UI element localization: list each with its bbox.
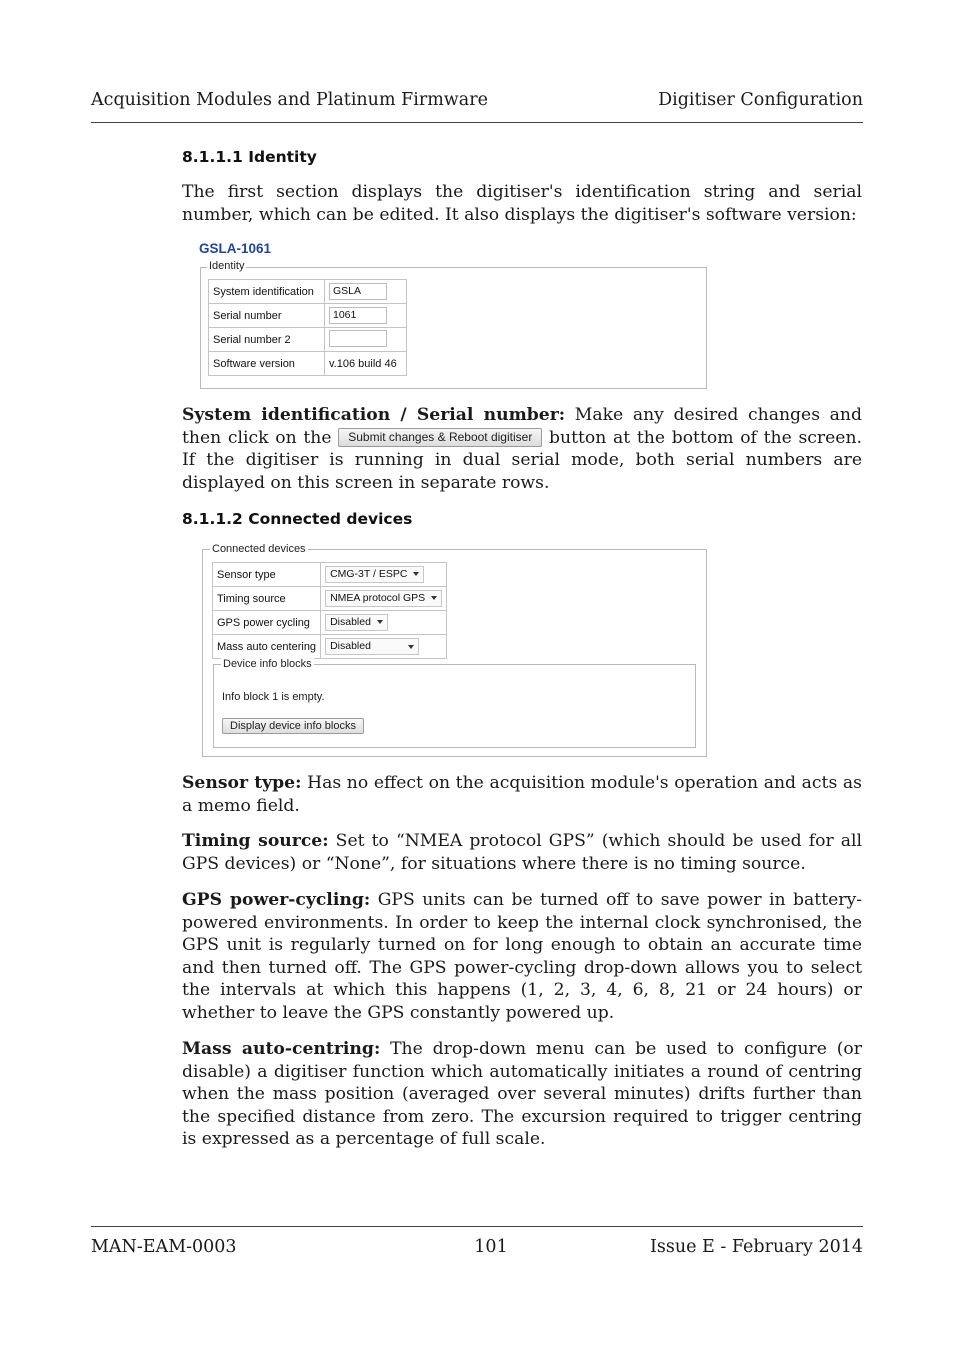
sensor-type-paragraph bbox=[182, 772, 862, 817]
sysid-paragraph bbox=[182, 404, 862, 494]
row-label: Serial number bbox=[209, 304, 325, 328]
serial-number-field[interactable]: 1061 bbox=[329, 307, 387, 324]
para-text: button at the bottom of the screen. If the digitiser is running in dual serial mode, both serial numbers are displayed on this screen in separate rows. bbox=[182, 427, 862, 493]
page-footer bbox=[91, 1237, 863, 1261]
footer-rule bbox=[91, 1226, 863, 1227]
para-text: Set to “NMEA protocol GPS” (which should be used for all GPS devices) or “None”, for situations where there is no timing source. bbox=[182, 831, 862, 874]
table-row bbox=[209, 352, 407, 376]
connected-devices-screenshot bbox=[200, 540, 708, 758]
identity-table bbox=[208, 279, 407, 376]
table-row bbox=[213, 587, 447, 611]
term: Mass auto-centring: bbox=[182, 1039, 381, 1059]
issue-date: Issue E - February 2014 bbox=[649, 1237, 863, 1257]
devices-legend: Connected devices bbox=[212, 543, 306, 555]
table-row bbox=[213, 563, 447, 587]
row-label: Mass auto centering bbox=[213, 635, 321, 659]
display-info-blocks-button[interactable]: Display device info blocks bbox=[222, 718, 364, 734]
timing-source-select[interactable] bbox=[325, 590, 442, 607]
row-label: Serial number 2 bbox=[209, 328, 325, 352]
term: GPS power-cycling: bbox=[182, 890, 371, 910]
select-value: CMG-3T / ESPC bbox=[330, 568, 408, 580]
section-heading-connected-devices: 8.1.1.2 Connected devices bbox=[182, 510, 413, 528]
term: Sensor type: bbox=[182, 773, 302, 793]
row-label: Software version bbox=[209, 352, 325, 376]
mass-auto-centering-select[interactable] bbox=[325, 638, 419, 655]
chevron-down-icon bbox=[431, 596, 437, 600]
header-right: Digitiser Configuration bbox=[658, 90, 863, 110]
table-row bbox=[209, 304, 407, 328]
timing-source-paragraph bbox=[182, 830, 862, 875]
para-text: The drop-down menu can be used to configure (or disable) a digitiser function which automatically initiates a round of centring when the mass position (averaged over several minutes) drifts further than the specified distance from zero. The excursion required to trigger centring is expressed as a percentage of full scale. bbox=[182, 1039, 862, 1150]
gps-power-cycling-paragraph bbox=[182, 889, 862, 1025]
system-id-field[interactable]: GSLA bbox=[329, 283, 387, 300]
chevron-down-icon bbox=[377, 620, 383, 624]
header-left: Acquisition Modules and Platinum Firmware bbox=[91, 90, 488, 110]
table-row bbox=[209, 328, 407, 352]
term: Timing source: bbox=[182, 831, 329, 851]
table-row bbox=[213, 611, 447, 635]
select-value: NMEA protocol GPS bbox=[330, 592, 426, 604]
info-blocks-legend: Device info blocks bbox=[223, 658, 312, 670]
devices-table bbox=[212, 562, 447, 659]
term: System identification / Serial number: bbox=[182, 405, 566, 425]
chevron-down-icon bbox=[408, 645, 414, 649]
serial-number-2-field[interactable] bbox=[329, 330, 387, 347]
row-label: System identification bbox=[209, 280, 325, 304]
table-row bbox=[213, 635, 447, 659]
identity-screenshot bbox=[197, 238, 709, 390]
section-heading-identity: 8.1.1.1 Identity bbox=[182, 148, 317, 166]
info-block-status: Info block 1 is empty. bbox=[222, 691, 325, 703]
para-text: Make any desired changes and then click on the bbox=[182, 405, 863, 448]
para-text: Has no effect on the acquisition module's operation and acts as a memo field. bbox=[182, 773, 862, 816]
select-value: Disabled bbox=[330, 640, 371, 652]
mass-auto-centring-paragraph bbox=[182, 1038, 862, 1151]
identity-intro: The first section displays the digitiser's identification string and serial number, which can be edited. It also displays the digitiser's software version: bbox=[182, 182, 862, 225]
submit-reboot-button[interactable]: Submit changes & Reboot digitiser bbox=[338, 428, 542, 447]
device-title: GSLA-1061 bbox=[199, 241, 272, 256]
header-rule bbox=[91, 122, 863, 123]
chevron-down-icon bbox=[413, 572, 419, 576]
para-text: GPS units can be turned off to save power in battery-powered environments. In order to keep the internal clock synchronised, the GPS unit is regularly turned on for long enough to obtain an accurate time and then turned off. The GPS power-cycling drop-down allows you to select the intervals at which this happens (1, 2, 3, 4, 6, 8, 21 or 24 hours) or whether to leave the GPS constantly powered up. bbox=[182, 890, 863, 1023]
identity-legend: Identity bbox=[209, 260, 245, 272]
page-number: 101 bbox=[474, 1237, 508, 1257]
gps-power-cycling-select[interactable] bbox=[325, 614, 388, 631]
select-value: Disabled bbox=[330, 616, 371, 628]
table-row bbox=[209, 280, 407, 304]
row-label: Sensor type bbox=[213, 563, 321, 587]
row-label: Timing source bbox=[213, 587, 321, 611]
sensor-type-select[interactable] bbox=[325, 566, 424, 583]
software-version-value: v.106 build 46 bbox=[325, 352, 407, 376]
document-number: MAN-EAM-0003 bbox=[91, 1237, 237, 1257]
info-blocks-fieldset bbox=[213, 664, 696, 748]
row-label: GPS power cycling bbox=[213, 611, 321, 635]
page-header bbox=[91, 90, 863, 114]
